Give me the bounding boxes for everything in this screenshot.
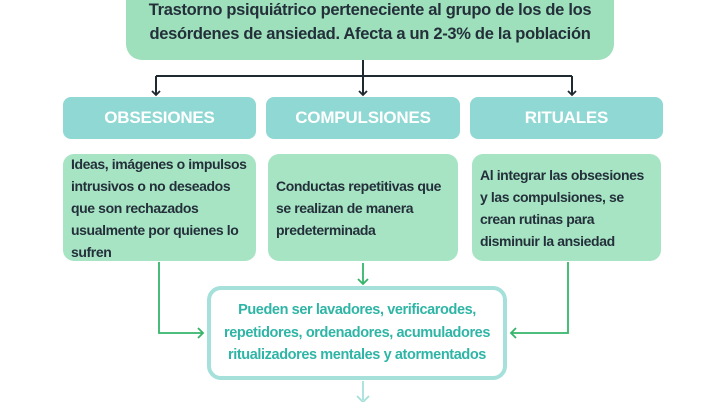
heading-label: COMPULSIONES xyxy=(295,108,431,127)
heading-label: OBSESIONES xyxy=(104,108,215,127)
description-obsesiones xyxy=(63,154,256,261)
summary-text: Pueden ser lavadores, verificarodes, repetidores, ordenadores, acumuladores ritualizadores mentales y atormentados xyxy=(223,302,491,364)
summary-box xyxy=(207,286,507,380)
description-compulsiones xyxy=(268,154,458,261)
description-rituales xyxy=(472,154,661,261)
heading-obsesiones xyxy=(63,97,256,139)
heading-label: RITUALES xyxy=(524,108,609,127)
heading-rituales xyxy=(470,97,663,139)
definition-branch-lines xyxy=(156,60,572,95)
definition-box xyxy=(126,0,614,60)
description-text: Ideas, imágenes o impulsos intrusivos o no deseados que son rechazados usualmente por quienes lo sufren xyxy=(71,155,247,260)
definition-text: Trastorno psiquiátrico perteneciente al grupo de los de los desórdenes de ansiedad. Afecta a un 2-3% de la población xyxy=(148,1,592,43)
description-text: Al integrar las obsesiones y las compulsiones, se crean rutinas para disminuir la ansiedad xyxy=(480,166,644,249)
description-text: Conductas repetitivas que se realizan de manera predeterminada xyxy=(276,177,442,238)
heading-compulsiones xyxy=(266,97,460,139)
